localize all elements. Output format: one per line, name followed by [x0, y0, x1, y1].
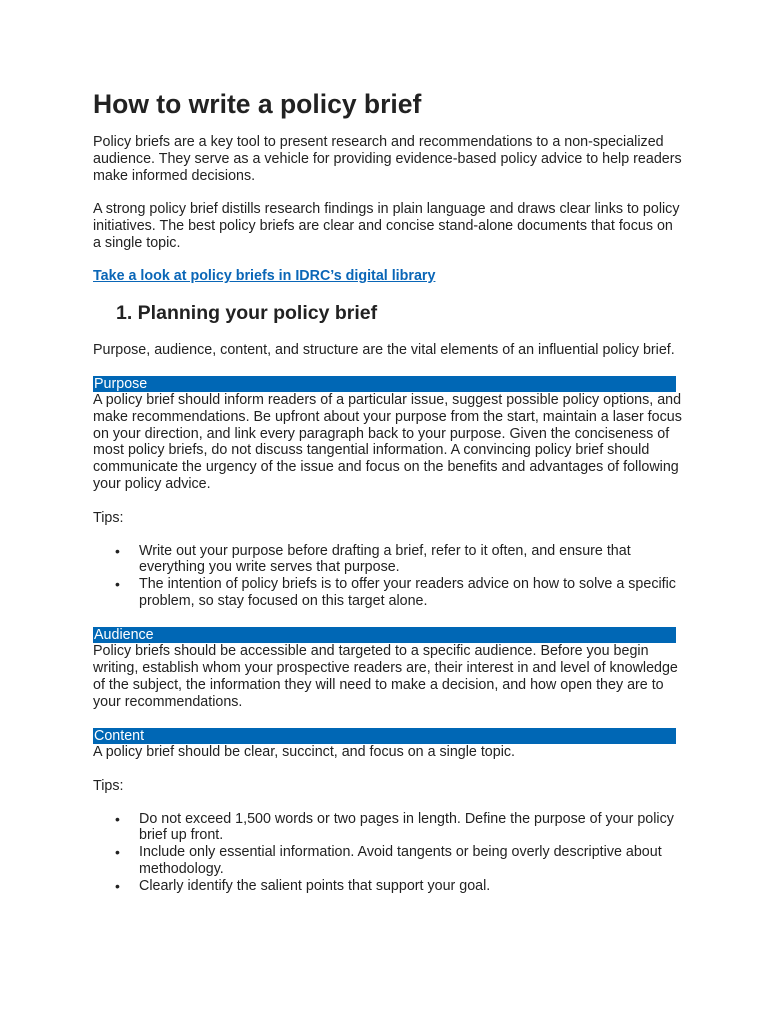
content-paragraph: A policy brief should be clear, succinct, and focus on a single topic.	[93, 744, 516, 761]
list-item	[93, 878, 683, 895]
list-item-text: The intention of policy briefs is to offer your readers advice on how to solve a specific problem, so stay focused on this target alone.	[139, 576, 676, 610]
list-item	[93, 576, 683, 610]
purpose-tips-list	[93, 543, 683, 610]
list-item	[93, 844, 683, 878]
audience-header-bar: Audience	[93, 627, 676, 644]
digital-library-link[interactable]: Take a look at policy briefs in IDRC’s digital library	[93, 267, 436, 284]
page-title: How to write a policy brief	[93, 89, 422, 119]
section-lead-paragraph: Purpose, audience, content, and structure are the vital elements of an influential policy brief.	[93, 341, 675, 358]
list-item-text: Do not exceed 1,500 words or two pages in length. Define the purpose of your policy brief up front.	[139, 810, 674, 844]
bullet-icon: •	[115, 810, 120, 827]
intro-paragraph-1: Policy briefs are a key tool to present research and recommendations to a non-specialized audience. They serve as a vehicle for providing evidence-based policy advice to help readers make informed decisions.	[93, 134, 682, 184]
list-item-text: Clearly identify the salient points that support your goal.	[139, 877, 491, 894]
purpose-paragraph: A policy brief should inform readers of a particular issue, suggest possible policy options, and make recommendations. Be upfront about your purpose from the start, maintain a laser focus on your direction, and link every paragraph back to your purpose. Given the conciseness of most policy briefs, do not discuss tangential information. A convincing policy brief should communicate the urgency of the issue and focus on the benefits and advantages of following your policy advice.	[93, 392, 682, 493]
bullet-icon: •	[115, 877, 120, 894]
content-tips-list	[93, 811, 683, 895]
intro-paragraph-2: A strong policy brief distills research findings in plain language and draws clear links to policy initiatives. The best policy briefs are clear and concise stand-alone documents that focus on a single topic.	[93, 201, 680, 251]
bullet-icon: •	[115, 576, 120, 593]
section-heading-planning: 1. Planning your policy brief	[116, 301, 378, 324]
bullet-icon: •	[115, 542, 120, 559]
bullet-icon: •	[115, 844, 120, 861]
list-item-text: Include only essential information. Avoid tangents or being overly descriptive about methodology.	[139, 844, 662, 878]
list-item-text: Write out your purpose before drafting a brief, refer to it often, and ensure that everything you write serves that purpose.	[139, 542, 631, 576]
audience-paragraph: Policy briefs should be accessible and targeted to a specific audience. Before you begin writing, establish whom your prospective readers are, their interest in and level of knowledge of the subject, the information they will need to make a decision, and how open they are to your recommendations.	[93, 643, 678, 710]
content-header-bar: Content	[93, 728, 676, 745]
document-content	[93, 88, 683, 895]
list-item	[93, 811, 683, 845]
purpose-tips-label: Tips:	[93, 509, 124, 526]
list-item	[93, 543, 683, 577]
purpose-header-bar: Purpose	[93, 376, 676, 393]
content-tips-label: Tips:	[93, 777, 124, 794]
